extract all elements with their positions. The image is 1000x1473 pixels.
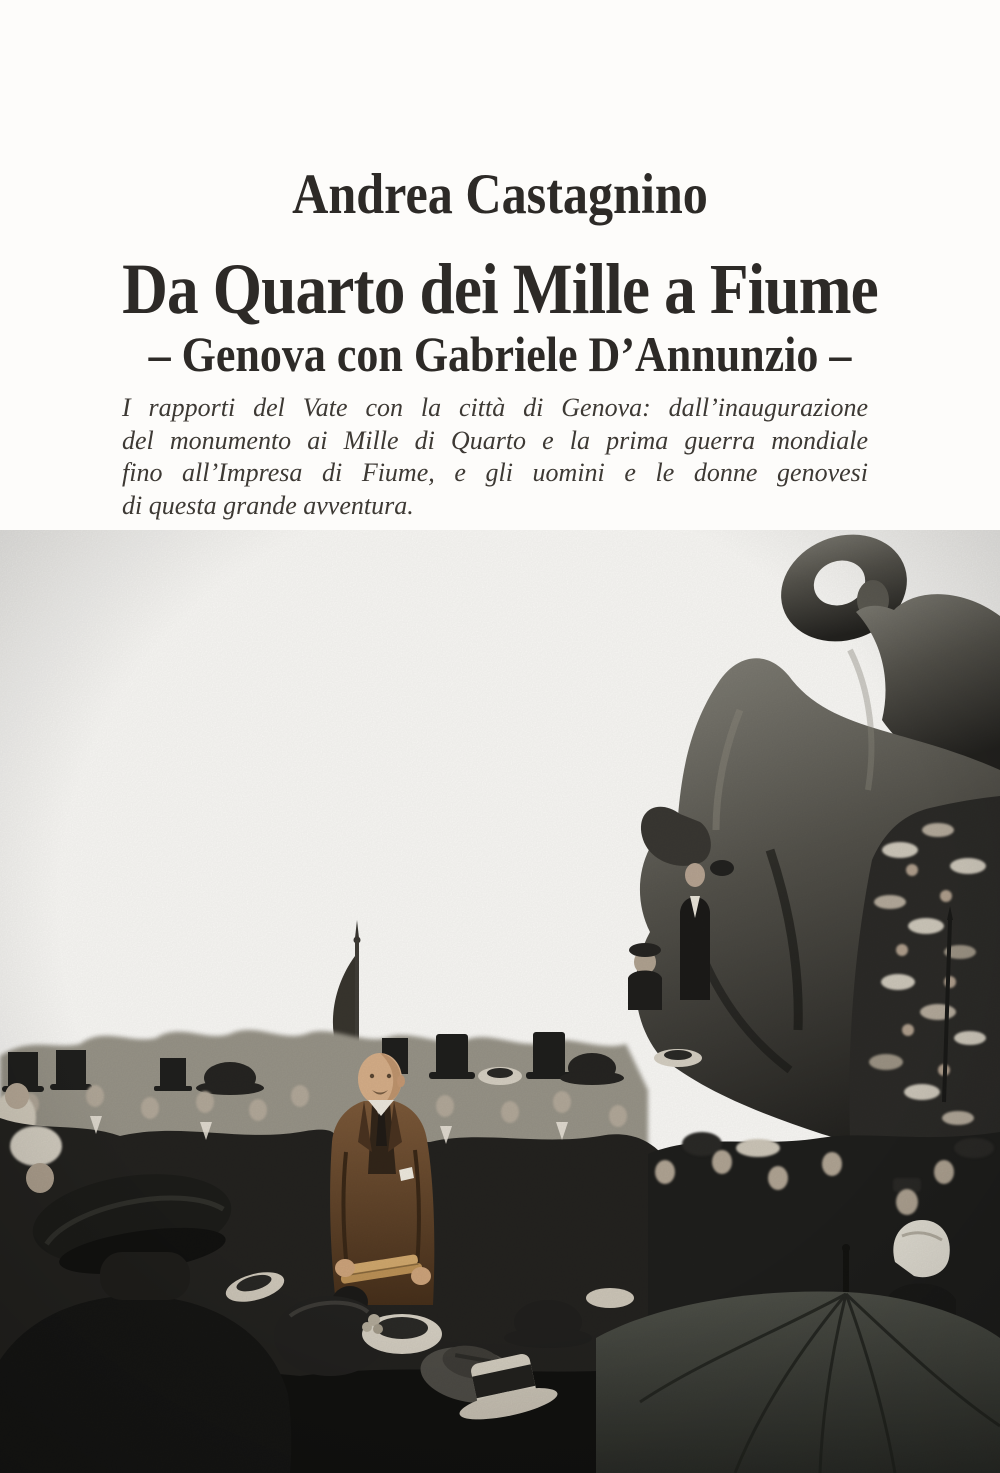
cover-photo bbox=[0, 530, 1000, 1473]
book-subtitle: – Genova con Gabriele D’Annunzio – bbox=[148, 326, 852, 382]
photo-grain bbox=[0, 530, 1000, 1473]
blurb-line: di questa grande avventura. bbox=[122, 490, 414, 520]
back-blurb bbox=[122, 392, 868, 522]
book-title: Da Quarto dei Mille a Fiume bbox=[122, 249, 878, 330]
author-name: Andrea Castagnino bbox=[292, 163, 708, 227]
blurb-line: I rapporti del Vate con la città di Genova: dall’inaugurazione bbox=[122, 393, 868, 422]
blurb-line: del monumento ai Mille di Quarto e la prima guerra mondiale bbox=[122, 425, 868, 455]
blurb-line: fino all’Impresa di Fiume, e gli uomini e le donne genovesi bbox=[122, 458, 868, 488]
